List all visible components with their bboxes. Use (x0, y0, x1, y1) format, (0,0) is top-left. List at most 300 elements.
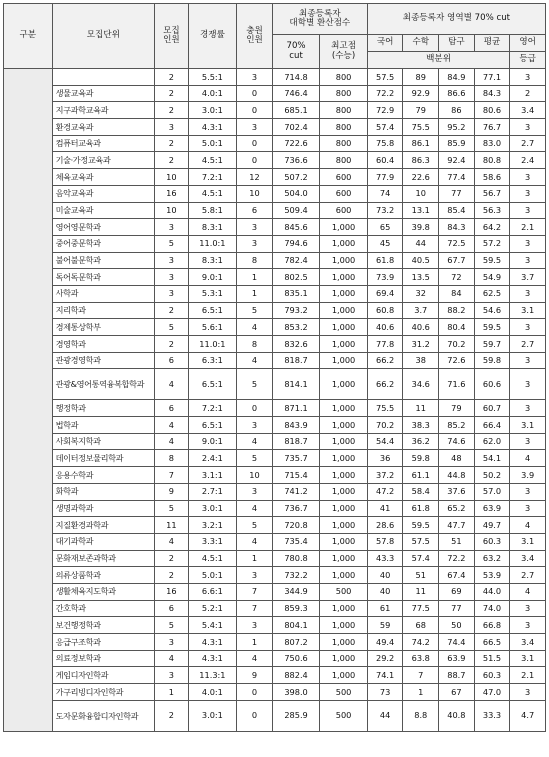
inquiry-cell: 72.5 (439, 235, 475, 252)
english-cell: 2 (510, 85, 546, 102)
header-area-group: 최종등록자 영역별 70% cut (367, 4, 545, 35)
inquiry-cell: 40.8 (439, 700, 475, 731)
inquiry-cell: 67.7 (439, 252, 475, 269)
cut70-cell: 398.0 (272, 684, 320, 701)
inquiry-cell: 80.4 (439, 319, 475, 336)
table-row (4, 352, 546, 369)
max-cell: 1,000 (320, 517, 368, 534)
avg-cell: 60.3 (474, 667, 510, 684)
quota-cell: 4 (155, 433, 188, 450)
extra-cell: 0 (237, 135, 273, 152)
math-cell: 10 (403, 185, 439, 202)
header-row-1 (4, 4, 546, 35)
ratio-cell: 11.0:1 (188, 336, 237, 353)
quota-cell: 4 (155, 533, 188, 550)
extra-cell: 7 (237, 600, 273, 617)
ratio-cell: 5.8:1 (188, 202, 237, 219)
korean-cell: 43.3 (367, 550, 403, 567)
inquiry-cell: 77.4 (439, 169, 475, 186)
english-cell: 3 (510, 500, 546, 517)
inquiry-cell: 84.3 (439, 219, 475, 236)
extra-cell: 1 (237, 634, 273, 651)
ratio-cell: 3.1:1 (188, 467, 237, 484)
english-cell: 2.7 (510, 336, 546, 353)
inquiry-cell: 47.7 (439, 517, 475, 534)
inquiry-cell: 85.9 (439, 135, 475, 152)
avg-cell: 62.5 (474, 285, 510, 302)
avg-cell: 84.3 (474, 85, 510, 102)
max-cell: 1,000 (320, 600, 368, 617)
english-cell: 4 (510, 583, 546, 600)
ratio-cell: 3.0:1 (188, 500, 237, 517)
cut70-cell: 715.4 (272, 467, 320, 484)
korean-cell: 49.4 (367, 634, 403, 651)
quota-cell: 2 (155, 135, 188, 152)
table-row (4, 269, 546, 286)
cut70-cell: 871.1 (272, 400, 320, 417)
korean-cell: 60.8 (367, 302, 403, 319)
table-row (4, 650, 546, 667)
unit-cell: 지질환경과학과 (52, 517, 155, 534)
unit-cell: 데이터정보물리학과 (52, 450, 155, 467)
english-cell: 3 (510, 483, 546, 500)
quota-cell: 5 (155, 319, 188, 336)
unit-cell: 응용수학과 (52, 467, 155, 484)
table-row (4, 235, 546, 252)
header-korean: 국어 (367, 35, 403, 52)
math-cell: 61.8 (403, 500, 439, 517)
table-row (4, 302, 546, 319)
unit-cell: 영어영문학과 (52, 219, 155, 236)
ratio-cell: 8.3:1 (188, 252, 237, 269)
extra-cell: 5 (237, 450, 273, 467)
quota-cell: 4 (155, 417, 188, 434)
table-row (4, 152, 546, 169)
table-row (4, 169, 546, 186)
quota-cell: 2 (155, 102, 188, 119)
table-row (4, 336, 546, 353)
avg-cell: 49.7 (474, 517, 510, 534)
avg-cell: 59.5 (474, 319, 510, 336)
inquiry-cell: 72.6 (439, 352, 475, 369)
extra-cell: 10 (237, 467, 273, 484)
quota-cell: 16 (155, 185, 188, 202)
ratio-cell: 11.3:1 (188, 667, 237, 684)
math-cell: 36.2 (403, 433, 439, 450)
table-row (4, 583, 546, 600)
avg-cell: 59.7 (474, 336, 510, 353)
korean-cell: 57.8 (367, 533, 403, 550)
english-cell: 4 (510, 517, 546, 534)
unit-cell: 게임디자인학과 (52, 667, 155, 684)
inquiry-cell: 72 (439, 269, 475, 286)
table-header (4, 4, 546, 69)
max-cell: 1,000 (320, 550, 368, 567)
unit-cell: 대기과학과 (52, 533, 155, 550)
extra-cell: 12 (237, 169, 273, 186)
unit-cell (52, 69, 155, 86)
cut70-cell: 818.7 (272, 352, 320, 369)
extra-cell: 5 (237, 517, 273, 534)
max-cell: 600 (320, 185, 368, 202)
english-cell: 3.1 (510, 417, 546, 434)
quota-cell: 3 (155, 667, 188, 684)
math-cell: 61.1 (403, 467, 439, 484)
extra-cell: 0 (237, 400, 273, 417)
ratio-cell: 2.7:1 (188, 483, 237, 500)
unit-cell: 지구과학교육과 (52, 102, 155, 119)
cut70-cell: 702.4 (272, 119, 320, 136)
math-cell: 31.2 (403, 336, 439, 353)
table-row (4, 483, 546, 500)
math-cell: 32 (403, 285, 439, 302)
ratio-cell: 6.5:1 (188, 417, 237, 434)
inquiry-cell: 92.4 (439, 152, 475, 169)
avg-cell: 66.5 (474, 634, 510, 651)
english-cell: 3 (510, 252, 546, 269)
table-row (4, 202, 546, 219)
quota-cell: 2 (155, 336, 188, 353)
quota-cell: 2 (155, 69, 188, 86)
unit-cell: 경영학과 (52, 336, 155, 353)
extra-cell: 5 (237, 369, 273, 400)
english-cell: 4.7 (510, 700, 546, 731)
quota-cell: 6 (155, 600, 188, 617)
korean-cell: 72.9 (367, 102, 403, 119)
inquiry-cell: 69 (439, 583, 475, 600)
math-cell: 59.5 (403, 517, 439, 534)
cut70-cell: 802.5 (272, 269, 320, 286)
english-cell: 3 (510, 433, 546, 450)
extra-cell: 4 (237, 500, 273, 517)
unit-cell: 의류상품학과 (52, 567, 155, 584)
ratio-cell: 4.3:1 (188, 119, 237, 136)
quota-cell: 10 (155, 202, 188, 219)
math-cell: 39.8 (403, 219, 439, 236)
table-row (4, 567, 546, 584)
cut70-cell: 735.7 (272, 450, 320, 467)
ratio-cell: 4.0:1 (188, 684, 237, 701)
avg-cell: 44.0 (474, 583, 510, 600)
table-row (4, 433, 546, 450)
math-cell: 68 (403, 617, 439, 634)
header-percentile: 백분위 (367, 52, 510, 69)
korean-cell: 74 (367, 185, 403, 202)
table-row (4, 517, 546, 534)
table-row (4, 69, 546, 86)
inquiry-cell: 95.2 (439, 119, 475, 136)
inquiry-cell: 63.9 (439, 650, 475, 667)
max-cell: 500 (320, 583, 368, 600)
max-cell: 1,000 (320, 252, 368, 269)
admission-results-table (3, 3, 546, 732)
math-cell: 11 (403, 583, 439, 600)
quota-cell: 8 (155, 450, 188, 467)
table-row (4, 417, 546, 434)
unit-cell: 사회복지학과 (52, 433, 155, 450)
quota-cell: 7 (155, 467, 188, 484)
unit-cell: 중어중문학과 (52, 235, 155, 252)
header-extra: 충원 인원 (237, 4, 273, 69)
math-cell: 11 (403, 400, 439, 417)
header-inquiry: 탐구 (439, 35, 475, 52)
table-row (4, 634, 546, 651)
max-cell: 1,000 (320, 285, 368, 302)
korean-cell: 37.2 (367, 467, 403, 484)
inquiry-cell: 88.2 (439, 302, 475, 319)
cut70-cell: 853.2 (272, 319, 320, 336)
english-cell: 3.1 (510, 650, 546, 667)
admission-results-table-container (3, 3, 546, 732)
header-math: 수학 (403, 35, 439, 52)
extra-cell: 3 (237, 567, 273, 584)
unit-cell: 음악교육과 (52, 185, 155, 202)
table-row (4, 617, 546, 634)
avg-cell: 57.0 (474, 483, 510, 500)
cut70-cell: 882.4 (272, 667, 320, 684)
cut70-cell: 859.3 (272, 600, 320, 617)
max-cell: 600 (320, 202, 368, 219)
table-row (4, 700, 546, 731)
table-row (4, 135, 546, 152)
korean-cell: 72.2 (367, 85, 403, 102)
quota-cell: 5 (155, 500, 188, 517)
ratio-cell: 7.2:1 (188, 400, 237, 417)
cut70-cell: 832.6 (272, 336, 320, 353)
extra-cell: 1 (237, 550, 273, 567)
english-cell: 3 (510, 369, 546, 400)
ratio-cell: 5.4:1 (188, 617, 237, 634)
ratio-cell: 5.2:1 (188, 600, 237, 617)
unit-cell: 생활체육지도학과 (52, 583, 155, 600)
cut70-cell: 685.1 (272, 102, 320, 119)
quota-cell: 2 (155, 302, 188, 319)
ratio-cell: 6.5:1 (188, 369, 237, 400)
math-cell: 44 (403, 235, 439, 252)
math-cell: 86.3 (403, 152, 439, 169)
header-converted-group: 최종등록자 대학별 환산점수 (272, 4, 367, 35)
cut70-cell: 735.4 (272, 533, 320, 550)
quota-cell: 4 (155, 369, 188, 400)
table-row (4, 185, 546, 202)
korean-cell: 75.5 (367, 400, 403, 417)
max-cell: 1,000 (320, 450, 368, 467)
avg-cell: 83.0 (474, 135, 510, 152)
avg-cell: 54.1 (474, 450, 510, 467)
extra-cell: 10 (237, 185, 273, 202)
english-cell: 3 (510, 352, 546, 369)
inquiry-cell: 67 (439, 684, 475, 701)
quota-cell: 16 (155, 583, 188, 600)
cut70-cell: 818.7 (272, 433, 320, 450)
ratio-cell: 5.6:1 (188, 319, 237, 336)
math-cell: 13.5 (403, 269, 439, 286)
table-row (4, 667, 546, 684)
english-cell: 3 (510, 235, 546, 252)
english-cell: 3 (510, 319, 546, 336)
avg-cell: 63.2 (474, 550, 510, 567)
cut70-cell: 804.1 (272, 617, 320, 634)
korean-cell: 40 (367, 583, 403, 600)
header-max: 최고점 (수능) (320, 35, 368, 69)
max-cell: 1,000 (320, 433, 368, 450)
max-cell: 600 (320, 169, 368, 186)
math-cell: 75.5 (403, 119, 439, 136)
extra-cell: 3 (237, 235, 273, 252)
max-cell: 800 (320, 135, 368, 152)
korean-cell: 40 (367, 567, 403, 584)
korean-cell: 44 (367, 700, 403, 731)
ratio-cell: 9.0:1 (188, 269, 237, 286)
inquiry-cell: 74.6 (439, 433, 475, 450)
ratio-cell: 5.0:1 (188, 567, 237, 584)
unit-cell: 가구리빙디자인학과 (52, 684, 155, 701)
max-cell: 1,000 (320, 400, 368, 417)
extra-cell: 4 (237, 352, 273, 369)
math-cell: 79 (403, 102, 439, 119)
quota-cell: 2 (155, 550, 188, 567)
unit-cell: 기술·가정교육과 (52, 152, 155, 169)
math-cell: 86.1 (403, 135, 439, 152)
cut70-cell: 722.6 (272, 135, 320, 152)
unit-cell: 생물교육과 (52, 85, 155, 102)
ratio-cell: 9.0:1 (188, 433, 237, 450)
inquiry-cell: 72.2 (439, 550, 475, 567)
cut70-cell: 720.8 (272, 517, 320, 534)
inquiry-cell: 50 (439, 617, 475, 634)
unit-cell: 환경교육과 (52, 119, 155, 136)
max-cell: 1,000 (320, 617, 368, 634)
ratio-cell: 4.5:1 (188, 152, 237, 169)
table-row (4, 684, 546, 701)
quota-cell: 3 (155, 634, 188, 651)
ratio-cell: 8.3:1 (188, 219, 237, 236)
cut70-cell: 780.8 (272, 550, 320, 567)
cut70-cell: 509.4 (272, 202, 320, 219)
korean-cell: 45 (367, 235, 403, 252)
unit-cell: 경제통상학부 (52, 319, 155, 336)
inquiry-cell: 71.6 (439, 369, 475, 400)
unit-cell: 지리학과 (52, 302, 155, 319)
inquiry-cell: 86 (439, 102, 475, 119)
english-cell: 3.4 (510, 550, 546, 567)
unit-cell: 사학과 (52, 285, 155, 302)
cut70-cell: 782.4 (272, 252, 320, 269)
math-cell: 7 (403, 667, 439, 684)
math-cell: 57.4 (403, 550, 439, 567)
english-cell: 3.4 (510, 634, 546, 651)
inquiry-cell: 85.2 (439, 417, 475, 434)
avg-cell: 56.3 (474, 202, 510, 219)
math-cell: 38 (403, 352, 439, 369)
max-cell: 800 (320, 85, 368, 102)
unit-cell: 도자문화융합디자인학과 (52, 700, 155, 731)
max-cell: 800 (320, 152, 368, 169)
ratio-cell: 5.3:1 (188, 285, 237, 302)
inquiry-cell: 79 (439, 400, 475, 417)
avg-cell: 53.9 (474, 567, 510, 584)
extra-cell: 3 (237, 617, 273, 634)
korean-cell: 57.4 (367, 119, 403, 136)
ratio-cell: 11.0:1 (188, 235, 237, 252)
korean-cell: 29.2 (367, 650, 403, 667)
table-row (4, 102, 546, 119)
avg-cell: 66.8 (474, 617, 510, 634)
max-cell: 1,000 (320, 352, 368, 369)
unit-cell: 컴퓨터교육과 (52, 135, 155, 152)
extra-cell: 3 (237, 69, 273, 86)
table-row (4, 252, 546, 269)
korean-cell: 41 (367, 500, 403, 517)
cut70-cell: 835.1 (272, 285, 320, 302)
max-cell: 1,000 (320, 567, 368, 584)
table-row (4, 319, 546, 336)
ratio-cell: 7.2:1 (188, 169, 237, 186)
ratio-cell: 6.6:1 (188, 583, 237, 600)
unit-cell: 보건행정학과 (52, 617, 155, 634)
header-category: 구분 (4, 4, 53, 69)
extra-cell: 1 (237, 285, 273, 302)
max-cell: 1,000 (320, 319, 368, 336)
quota-cell: 11 (155, 517, 188, 534)
math-cell: 34.6 (403, 369, 439, 400)
extra-cell: 3 (237, 417, 273, 434)
ratio-cell: 4.3:1 (188, 634, 237, 651)
ratio-cell: 6.3:1 (188, 352, 237, 369)
extra-cell: 4 (237, 433, 273, 450)
max-cell: 1,000 (320, 302, 368, 319)
quota-cell: 3 (155, 269, 188, 286)
korean-cell: 65 (367, 219, 403, 236)
avg-cell: 33.3 (474, 700, 510, 731)
english-cell: 3 (510, 119, 546, 136)
header-grade: 등급 (510, 52, 546, 69)
unit-cell: 문화재보존과학과 (52, 550, 155, 567)
cut70-cell: 750.6 (272, 650, 320, 667)
extra-cell: 7 (237, 583, 273, 600)
math-cell: 58.4 (403, 483, 439, 500)
ratio-cell: 6.5:1 (188, 302, 237, 319)
max-cell: 1,000 (320, 235, 368, 252)
english-cell: 2.4 (510, 152, 546, 169)
table-row (4, 285, 546, 302)
unit-cell: 간호학과 (52, 600, 155, 617)
korean-cell: 60.4 (367, 152, 403, 169)
table-row (4, 550, 546, 567)
quota-cell: 3 (155, 219, 188, 236)
quota-cell: 5 (155, 617, 188, 634)
quota-cell: 5 (155, 235, 188, 252)
header-ratio: 경쟁률 (188, 4, 237, 69)
math-cell: 74.2 (403, 634, 439, 651)
ratio-cell: 4.0:1 (188, 85, 237, 102)
max-cell: 800 (320, 119, 368, 136)
avg-cell: 63.9 (474, 500, 510, 517)
ratio-cell: 3.2:1 (188, 517, 237, 534)
inquiry-cell: 51 (439, 533, 475, 550)
table-row (4, 533, 546, 550)
ratio-cell: 3.0:1 (188, 700, 237, 731)
math-cell: 40.6 (403, 319, 439, 336)
ratio-cell: 2.4:1 (188, 450, 237, 467)
max-cell: 1,000 (320, 467, 368, 484)
english-cell: 3.1 (510, 533, 546, 550)
extra-cell: 8 (237, 336, 273, 353)
table-row (4, 600, 546, 617)
ratio-cell: 4.5:1 (188, 185, 237, 202)
korean-cell: 69.4 (367, 285, 403, 302)
math-cell: 92.9 (403, 85, 439, 102)
